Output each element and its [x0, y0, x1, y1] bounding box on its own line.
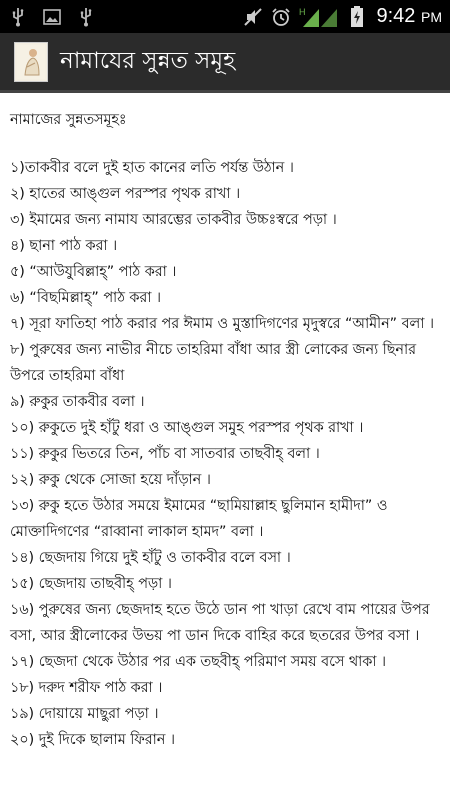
- svg-text:H: H: [298, 6, 305, 17]
- list-item: ১০) রুকুতে দুই হাঁটু ধরা ও আঙ্গুল সমুহ পরস্পর পৃথক রাখা ।: [10, 420, 364, 436]
- list-item: ১৬) পুরুষের জন্য ছেজদাহ হতে উঠে ডান পা খাড়া রেখে বাম পায়ের উপর বসা, আর স্ত্রীলোকের উভয় পা ডান দিকে বাহির করে ছতরের উপর বসা ।: [10, 602, 430, 644]
- list-item: ১)তাকবীর বলে দুই হাত কানের লতি পর্যন্ত উঠান ।: [10, 160, 294, 176]
- list-item: ১২) রুকু থেকে সোজা হয়ে দাঁড়ান ।: [10, 472, 211, 488]
- list-item: ১৯) দোয়ায়ে মাছুরা পড়া ।: [10, 706, 159, 722]
- system-icons: [243, 5, 443, 28]
- action-bar: [0, 33, 450, 90]
- content-area[interactable]: [0, 93, 450, 800]
- list-item: ১৮) দরুদ শরীফ পাঠ করা ।: [10, 680, 163, 696]
- status-bar: [0, 0, 450, 33]
- image-icon: [42, 7, 62, 27]
- list-item: ৩) ইমামের জন্য নামায আরম্ভের তাকবীর উচ্চঃস্বরে পড়া ।: [10, 212, 337, 228]
- list-item: ২০) দুই দিকে ছালাম ফিরান ।: [10, 732, 175, 748]
- list-item: ৪) ছানা পাঠ করা ।: [10, 238, 118, 254]
- signal-icon: [299, 7, 339, 27]
- list-item: ৫) “আউযুবিল্লাহ্” পাঠ করা ।: [10, 264, 177, 280]
- clock: [377, 5, 443, 28]
- usb-icon: [76, 7, 96, 27]
- notification-icons: [8, 7, 96, 27]
- list-item: ১৩) রুকু হতে উঠার সময়ে ইমামের “ছামিয়াল্লাহ ছুলিমান হামীদা” ও মোক্তাদিগণের “রাব্বানা লাকাল হামদ” বলা ।: [10, 498, 388, 540]
- clock-time: 9:42: [376, 5, 416, 27]
- list-item: ৯) রুকুর তাকবীর বলা ।: [10, 394, 145, 410]
- battery-charging-icon: [347, 7, 367, 27]
- clock-ampm: PM: [421, 9, 442, 25]
- list-item: ১৭) ছেজদা থেকে উঠার পর এক তছবীহ্ পরিমাণ সময় বসে থাকা ।: [10, 654, 387, 670]
- page-title: নামাযের সুন্নত সমূহ: [60, 48, 236, 74]
- usb-icon: [8, 7, 28, 27]
- list-item: ৬) “বিছমিল্লাহ্” পাঠ করা ।: [10, 290, 162, 306]
- list-item: ১১) রুকুর ভিতরে তিন, পাঁচ বা সাতবার তাছবীহ্ বলা ।: [10, 446, 320, 462]
- list-item: ৭) সূরা ফাতিহা পাঠ করার পর ঈমাম ও মুস্তাদিগণের মৃদুস্বরে “আমীন” বলা ।: [10, 316, 435, 332]
- mute-icon: [243, 7, 263, 27]
- content-heading: নামাজের সুন্নতসমূহঃ: [10, 112, 127, 128]
- app-logo-icon[interactable]: [14, 42, 48, 82]
- alarm-icon: [271, 7, 291, 27]
- list-item: ২) হাতের আঙ্গুল পরস্পর পৃথক রাখা ।: [10, 186, 241, 202]
- list-item: ১৫) ছেজদায় তাছবীহ্ পড়া ।: [10, 576, 172, 592]
- list-item: ১৪) ছেজদায় গিয়ে দুই হাঁটু ও তাকবীর বলে বসা ।: [10, 550, 291, 566]
- list-item: ৮) পুরুষের জন্য নাভীর নীচে তাহরিমা বাঁধা আর স্ত্রী লোকের জন্য ছিনার উপরে তাহরিমা বাঁধা: [10, 342, 416, 384]
